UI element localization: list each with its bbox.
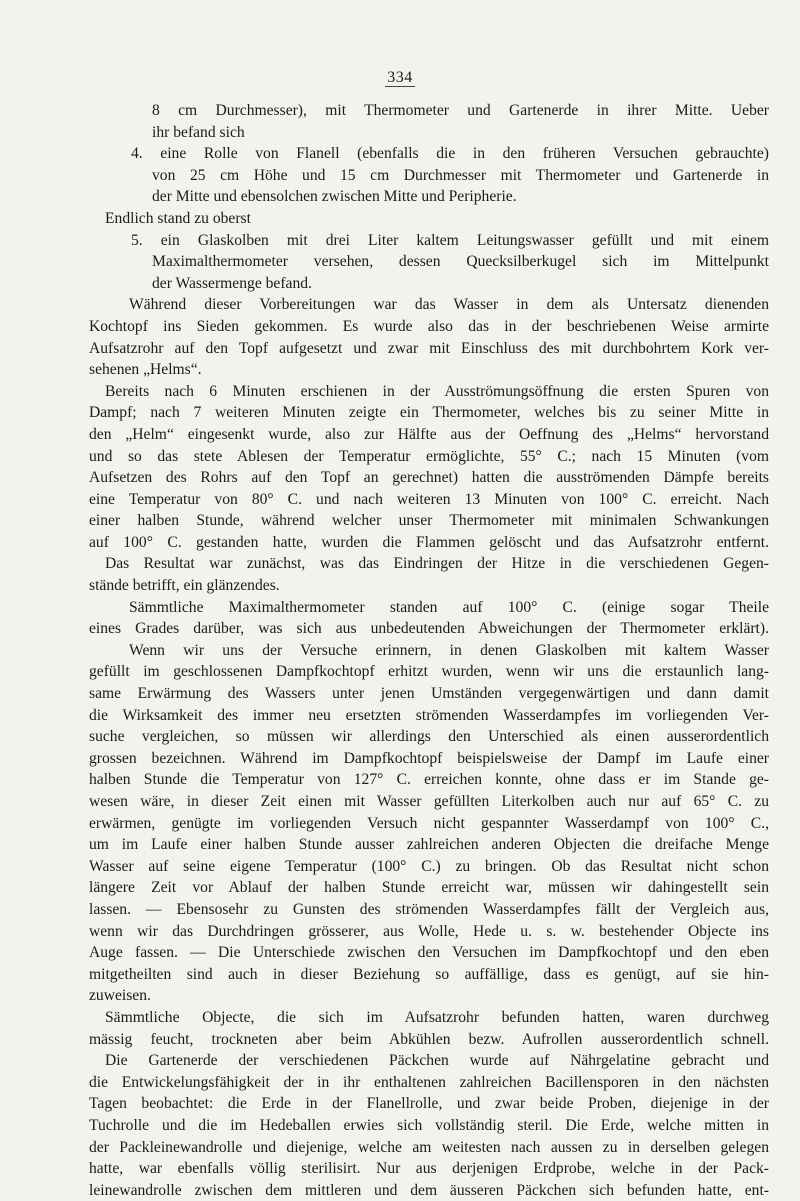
text-line: Aufsatzrohr auf den Topf aufgesetzt und zwar mit Einschluss des mit durchbohrtem Kork ver- <box>89 339 769 357</box>
text-line: einer halben Stunde, während welcher unser Thermometer mit minimalen Schwankungen <box>89 512 769 530</box>
text-line: eine Temperatur von 80° C. und nach weiteren 13 Minuten von 100° C. erreicht. Nach <box>89 490 769 508</box>
paragraph-start: Sämmtliche Objecte, die sich im Aufsatzrohr befunden hatten, waren durchweg <box>105 1008 769 1026</box>
text-line: der Wassermenge befand. <box>152 274 312 292</box>
text-line: zuweisen. <box>89 987 151 1005</box>
text-line: Tuchrolle und die im Hedeballen erwies sich vollständig steril. Die Erde, welche mitten in <box>89 1116 769 1134</box>
list-item-4: 4. eine Rolle von Flanell (ebenfalls die in den früheren Versuchen gebrauchte) <box>131 145 769 163</box>
text-line: gefüllt im geschlossenen Dampfkochtopf erhitzt wurden, wenn wir uns die erstaunlich lang- <box>89 663 769 681</box>
text-line: suche vergleichen, so müssen wir allerdings den Unterschied als einen ausserordentlich <box>89 728 769 746</box>
text-line: die Wirksamkeit des immer neu ersetzten strömenden Wasserdampfes im vorliegenden Ver- <box>89 706 769 724</box>
text-line: halben Stunde die Temperatur von 127° C. erreichen konnte, ohne dass er im Stande ge- <box>89 771 769 789</box>
text-line: mässig feucht, trockneten aber beim Abkühlen bezw. Aufrollen ausserordentlich schnell. <box>89 1030 769 1048</box>
text-line: hatte, war ebenfalls völlig sterilisirt. Nur aus derjenigen Erdprobe, welche in der Pack- <box>89 1160 769 1178</box>
text-line: die Entwickelungsfähigkeit der in ihr enthaltenen zahlreichen Bacillensporen in den nächsten <box>89 1073 769 1091</box>
text-line: der Packleinewandrolle und diejenige, welche am weitesten nach aussen zu in derselben gelegen <box>89 1138 769 1156</box>
text-line: den „Helm“ eingesenkt wurde, also zur Hälfte aus der Oeffnung des „Helms“ hervorstand <box>89 425 769 443</box>
list-item-5: 5. ein Glaskolben mit drei Liter kaltem Leitungswasser gefüllt und mit einem <box>131 231 769 249</box>
text-line: der Mitte und ebensolchen zwischen Mitte und Peripherie. <box>152 188 517 206</box>
text-line: 8 cm Durchmesser), mit Thermometer und Gartenerde in ihrer Mitte. Ueber <box>152 102 769 119</box>
text-line: Tagen beobachtet: die Erde in der Flanellrolle, und zwar beide Proben, diejenige in der <box>89 1095 769 1113</box>
text-line: auf 100° C. gestanden hatte, wurden die Flammen gelöscht und das Aufsatzrohr entfernt. <box>89 533 769 551</box>
text-line: Maximalthermometer versehen, dessen Quecksilberkugel sich im Mittelpunkt <box>152 253 769 271</box>
text-line: same Erwärmung des Wassers unter jenen Umständen vergegenwärtigen und dann damit <box>89 685 769 703</box>
text-line: Kochtopf ins Sieden gekommen. Es wurde also das in der beschriebenen Weise armirte <box>89 317 769 335</box>
text-line: Aufsetzen des Rohrs auf den Topf an gerechnet) hatten die ausströmenden Dämpfe bereits <box>89 469 769 487</box>
text-line: lassen. — Ebensosehr zu Gunsten des strömenden Wasserdampfes fällt der Vergleich aus, <box>89 900 769 918</box>
paragraph-start: Während dieser Vorbereitungen war das Wasser in dem als Untersatz dienenden <box>129 296 769 314</box>
text-line: um im Laufe einer halben Stunde ausser zahlreichen anderen Objecten die dreifache Menge <box>89 836 769 854</box>
text-line: und so das stete Ablesen der Temperatur ermöglichte, 55° C.; nach 15 Minuten (vom <box>89 447 769 465</box>
paragraph-start: Das Resultat war zunächst, was das Eindringen der Hitze in die verschiedenen Gegen- <box>105 555 769 573</box>
text-line: Wasser auf seine eigene Temperatur (100° C.) zu bringen. Ob das Resultat nicht schon <box>89 857 769 875</box>
text-line: ihr befand sich <box>152 123 245 141</box>
paragraph-start: Wenn wir uns der Versuche erinnern, in denen Glaskolben mit kaltem Wasser <box>129 641 769 659</box>
paragraph-start: Sämmtliche Maximalthermometer standen auf 100° C. (einige sogar Theile <box>129 598 769 616</box>
text-line: stände betrifft, ein glänzendes. <box>89 577 280 595</box>
text-line: erwärmen, genügte im vorliegenden Versuch nicht gespannter Wasserdampf von 100° C., <box>89 814 769 832</box>
text-line: eines Grades darüber, was sich aus unbedeutenden Abweichungen der Thermometer erklärt). <box>89 620 769 638</box>
text-line: längere Zeit vor Ablauf der halben Stunde erreicht war, müssen wir dahingestellt sein <box>89 879 769 897</box>
text-line: mitgetheilten sind auch in dieser Beziehung so auffällige, dass es genügt, auf sie hin- <box>89 965 769 983</box>
paragraph-start: Bereits nach 6 Minuten erschienen in der Ausströmungsöffnung die ersten Spuren von <box>105 382 769 400</box>
text-line: wesen wäre, in dieser Zeit einen mit Wasser gefüllten Literkolben auch nur auf 65° C. zu <box>89 793 769 810</box>
text-line: sehenen „Helms“. <box>89 361 202 379</box>
text-line: leinewandrolle zwischen dem mittleren und dem äusseren Päckchen sich befunden hatte, ent- <box>89 1181 769 1199</box>
text-line: von 25 cm Höhe und 15 cm Durchmesser mit Thermometer und Gartenerde in <box>152 166 769 184</box>
text-line: grossen bezeichnen. Während im Dampfkochtopf beispielsweise der Dampf im Laufe einer <box>89 749 769 767</box>
text-line: Dampf; nach 7 weiteren Minuten zeigte ein Thermometer, welches bis zu seiner Mitte in <box>89 404 769 422</box>
paragraph-start: Die Gartenerde der verschiedenen Päckchen wurde auf Nährgelatine gebracht und <box>105 1052 769 1070</box>
page-body <box>89 100 769 1201</box>
text-line: wenn wir das Durchdringen grösserer, aus Wolle, Hede u. s. w. bestehender Objecte ins <box>89 922 769 940</box>
text-line: Auge fassen. — Die Unterschiede zwischen den Versuchen im Dampfkochtopf und den eben <box>89 944 769 962</box>
page-number: 334 <box>387 69 413 86</box>
text-line: Endlich stand zu oberst <box>105 209 251 227</box>
